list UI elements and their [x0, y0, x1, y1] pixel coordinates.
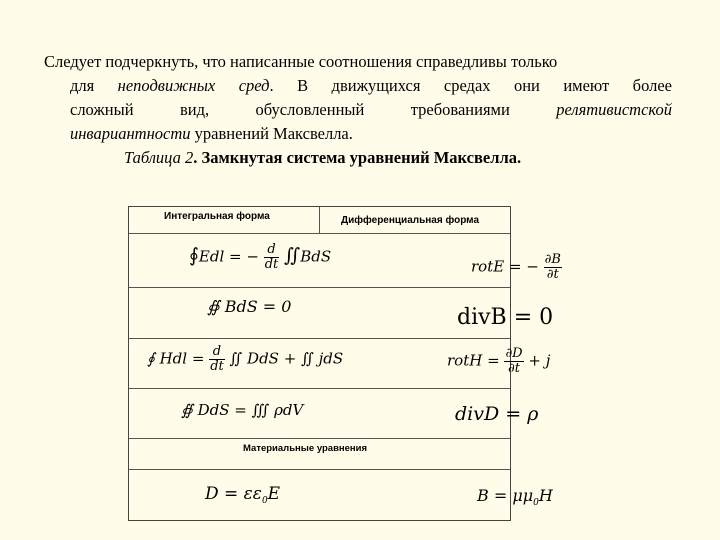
paragraph-text: для — [70, 76, 118, 95]
row-divider — [129, 287, 510, 288]
row-divider — [129, 438, 510, 439]
formula-subscript: 0 — [533, 498, 539, 508]
fraction-numerator: ∂B — [544, 252, 561, 267]
fraction — [544, 253, 562, 282]
formula-text: B = μμ — [477, 486, 534, 505]
formula-text: Edl = − — [198, 247, 259, 266]
faraday-integral-formula — [189, 243, 331, 272]
fraction-denominator: ∂t — [546, 267, 559, 282]
paragraph-line-1: Следует подчеркнуть, что написанные соотношения справедливы только — [44, 52, 558, 71]
formula-text: H — [538, 486, 553, 505]
table-caption — [124, 148, 521, 168]
gauss-electric-integral-formula: ∯ DdS = ∭ ρdV — [181, 401, 304, 419]
paragraph-text: сложный вид, обусловленный требованиями — [70, 100, 557, 119]
emphasis-text: неподвижных сред — [117, 76, 270, 95]
paragraph-line-4 — [44, 122, 672, 146]
formula-text: rotH = — [447, 351, 500, 370]
fraction — [264, 243, 280, 272]
row-divider — [129, 388, 510, 389]
fraction — [209, 345, 225, 374]
formula-text: D = εε — [205, 484, 262, 504]
emphasis-text: инвариантности — [70, 124, 191, 143]
fraction-numerator: ∂D — [505, 346, 523, 361]
material-equation-d — [205, 484, 280, 506]
fraction-denominator: dt — [210, 359, 224, 374]
formula-text: BdS — [300, 247, 332, 266]
column-header-integral: Интегральная форма — [164, 211, 270, 222]
material-equations-header: Материальные уравнения — [243, 443, 368, 454]
column-divider — [319, 207, 320, 233]
fraction-numerator: d — [209, 345, 225, 360]
intro-paragraph — [44, 50, 672, 146]
fraction-denominator: dt — [264, 257, 279, 272]
formula-text: ∮ Hdl = — [147, 349, 205, 368]
gauss-magnetic-differential-formula: divB = 0 — [457, 305, 554, 330]
gauss-magnetic-integral-formula: ∯ BdS = 0 — [207, 297, 292, 316]
paragraph-text: . В движущихся средах они имеют более — [269, 76, 672, 95]
row-divider — [129, 338, 510, 339]
paragraph-text: уравнений Максвелла. — [190, 124, 353, 143]
fraction-denominator: ∂t — [508, 361, 520, 376]
emphasis-text: релятивистской — [556, 100, 672, 119]
faraday-differential-formula — [471, 253, 562, 282]
formula-subscript: 0 — [261, 496, 268, 506]
paragraph-line-3 — [44, 98, 672, 122]
ampere-integral-formula — [147, 345, 343, 374]
surface-integral-symbol: ∬ — [284, 244, 301, 267]
formula-text: + j — [528, 351, 551, 370]
ampere-differential-formula — [447, 347, 550, 376]
material-equation-b — [477, 486, 553, 508]
row-divider — [129, 469, 510, 470]
caption-title: . Замкнутая система уравнений Максвелла. — [193, 148, 522, 167]
paragraph-line-2 — [44, 74, 672, 98]
fraction-numerator: d — [264, 243, 280, 258]
contour-integral-symbol: ∮ — [189, 244, 199, 267]
caption-label: Таблица 2 — [124, 148, 194, 167]
formula-text: rotE = − — [471, 257, 539, 276]
gauss-electric-differential-formula: divD = ρ — [455, 403, 539, 425]
column-header-differential: Дифференциальная форма — [341, 215, 480, 226]
maxwell-equations-table — [128, 206, 561, 521]
row-divider — [129, 233, 510, 234]
fraction — [504, 347, 523, 376]
formula-text: ∬ DdS + ∬ jdS — [229, 349, 344, 368]
formula-text: E — [267, 484, 281, 504]
